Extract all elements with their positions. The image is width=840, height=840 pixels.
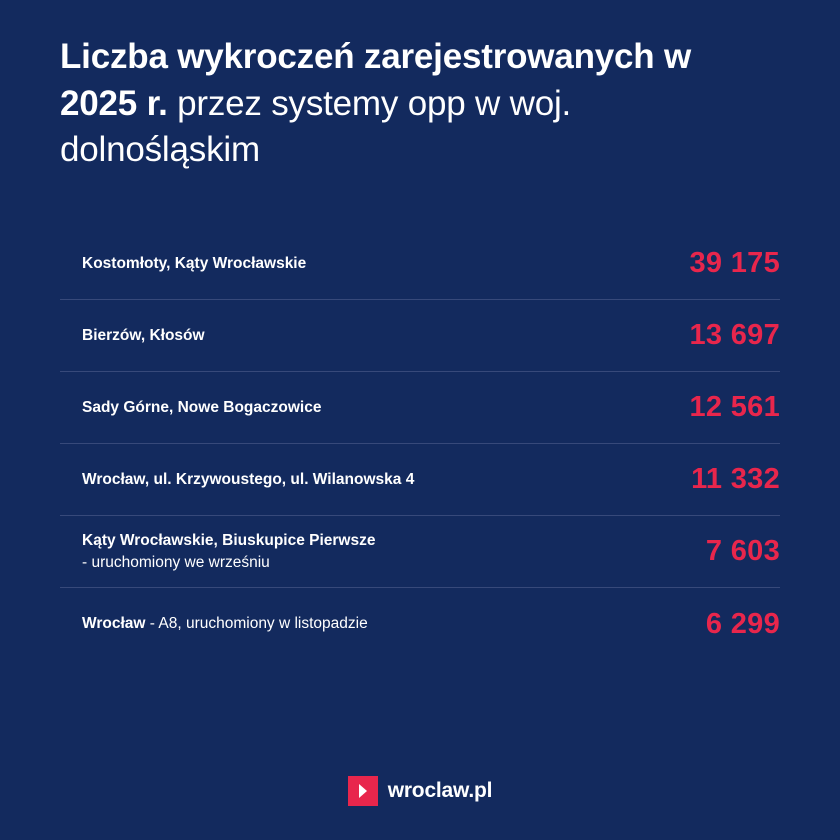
row-label xyxy=(82,397,341,419)
wroclaw-arrow-icon xyxy=(348,776,378,806)
data-table xyxy=(60,228,780,660)
table-row xyxy=(60,372,780,444)
table-row xyxy=(60,444,780,516)
row-label-bold: Sady Górne, Nowe Bogaczowice xyxy=(82,398,322,416)
row-value: 7 603 xyxy=(705,535,780,567)
row-value: 39 175 xyxy=(689,247,780,279)
title-line1: Liczba wykroczeń zarejestrowanych xyxy=(60,37,655,76)
row-label xyxy=(82,325,225,347)
table-row xyxy=(60,228,780,300)
logo-text: wroclaw.pl xyxy=(387,779,493,802)
row-value: 13 697 xyxy=(689,319,780,351)
row-label xyxy=(82,469,434,491)
row-label xyxy=(82,613,388,635)
title-line2-rest: przez systemy opp w woj. xyxy=(167,83,572,123)
row-label-bold: Kąty Wrocławskie, Biuskupice Pierwsze xyxy=(82,531,376,549)
title-line2-bold: w 2025 r. xyxy=(60,37,692,123)
row-label-bold: Bierzów, Kłosów xyxy=(82,326,205,344)
row-value: 11 332 xyxy=(691,463,780,495)
row-label xyxy=(82,530,395,574)
row-label-bold: Wrocław xyxy=(82,615,146,632)
row-label-bold: Wrocław, ul. Krzywoustego, ul. Wilanowska 4 xyxy=(82,470,415,488)
table-row xyxy=(60,300,780,372)
row-value: 12 561 xyxy=(689,391,780,423)
row-label-line2: - uruchomiony we wrześniu xyxy=(82,553,270,571)
footer-logo xyxy=(0,776,840,806)
row-label-light: - A8, uruchomiony w listopadzie xyxy=(145,615,368,632)
title-line3: dolnośląskim xyxy=(60,130,260,170)
row-label xyxy=(82,253,326,275)
table-row xyxy=(60,588,780,660)
page-title xyxy=(60,34,770,174)
row-value: 6 299 xyxy=(705,607,780,640)
row-label-bold: Kostomłoty, Kąty Wrocławskie xyxy=(82,254,307,272)
table-row xyxy=(60,516,780,588)
